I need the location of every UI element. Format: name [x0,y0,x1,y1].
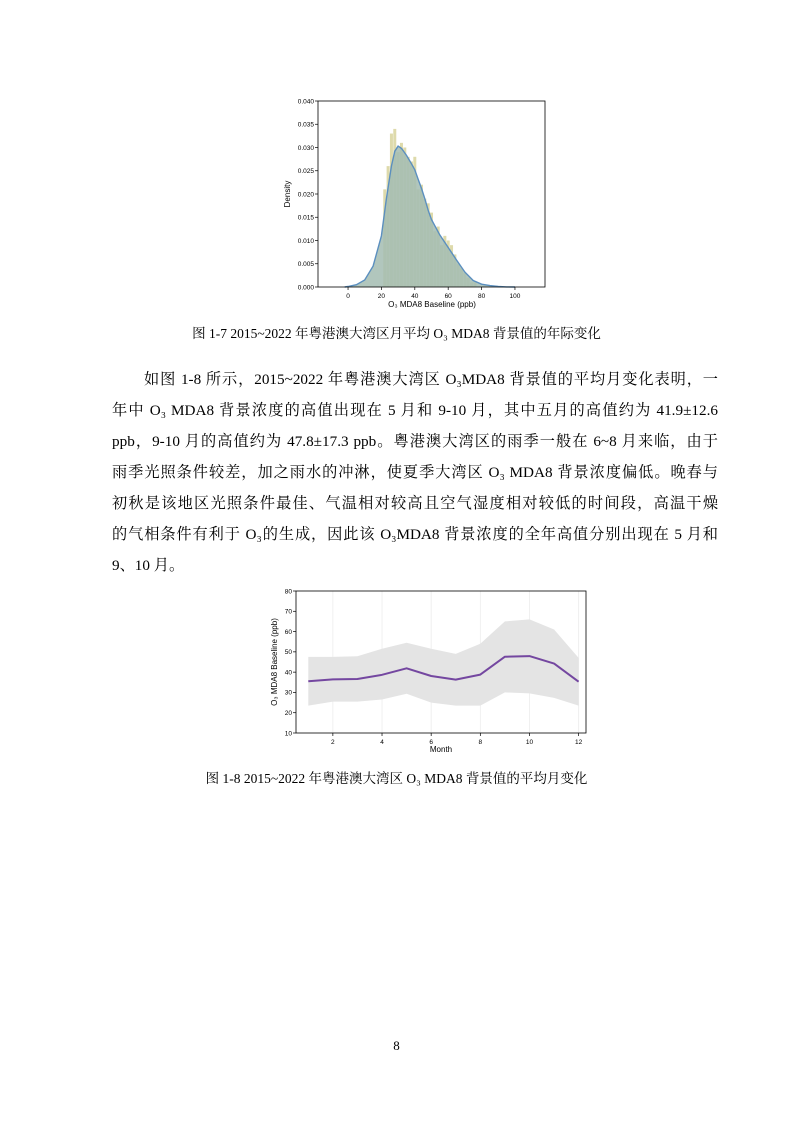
y-tick-label: 50 [284,649,292,657]
y-axis-label: Density [283,180,292,208]
paragraph-line: ppb，9-10 月的高值约为 47.8±17.3 ppb。粤港澳大湾区的雨季一般在 6~8 月来临，由于 [112,433,718,450]
y-tick-label: 70 [284,608,292,616]
x-tick-label: 10 [525,739,534,746]
x-tick-label: 4 [380,739,384,746]
y-tick-label: 10 [284,730,292,738]
y-tick-label: 60 [284,628,292,636]
page-number: 8 [393,1038,400,1053]
y-tick-label: 30 [284,689,292,697]
x-axis-label: Month [429,745,453,754]
y-ticks [285,588,296,737]
y-tick-label: 0.000 [297,284,314,292]
paragraph-line: 9、10 月。 [112,557,185,574]
x-tick-label: 2 [331,739,335,746]
y-tick-label: 0.020 [297,191,314,199]
x-tick-label: 8 [478,739,483,746]
y-tick-label: 0.040 [297,98,314,106]
x-tick-label: 60 [444,293,452,300]
x-tick-label: 12 [575,739,583,746]
y-tick-label: 40 [284,669,292,677]
x-ticks [331,733,583,746]
x-tick-label: 6 [429,739,433,746]
y-tick-label: 0.035 [297,121,314,129]
x-tick-label: 80 [477,293,486,300]
paragraph-line: 的气相条件有利于 O₃的生成，因此该 O₃MDA8 背景浓度的全年高值分别出现在 5 月和 [112,526,718,543]
paragraph-line: 初秋是该地区光照条件最佳、气温相对较高且空气湿度相对较低的时间段，高温干燥 [112,495,718,512]
x-tick-label: 0 [346,293,350,300]
x-tick-label: 100 [509,293,521,300]
y-tick-label: 80 [284,588,292,596]
y-tick-label: 0.010 [297,237,314,245]
y-tick-label: 20 [284,710,292,718]
y-tick-label: 0.025 [297,168,314,176]
paragraph-line: 雨季光照条件较差，加之雨水的冲淋，使夏季大湾区 O₃ MDA8 背景浓度偏低。晚春与 [112,464,718,481]
figure-caption-1-7: 图 1-7 2015~2022 年粤港澳大湾区月平均 O₃ MDA8 背景值的年际变化 [192,326,601,341]
std-band [308,619,578,705]
x-axis-label: O₃ MDA8 Baseline (ppb) [388,300,476,309]
y-tick-label: 0.030 [297,144,314,152]
paragraph-line: 年中 O₃ MDA8 背景浓度的高值出现在 5 月和 9-10 月，其中五月的高值约为 41.9±12.6 [112,402,718,419]
y-axis-label: O₃ MDA8 Baseline (ppb) [270,618,279,706]
paragraph-line: 如图 1-8 所示，2015~2022 年粤港澳大湾区 O₃MDA8 背景值的平均月变化表明，一 [144,371,718,388]
y-tick-label: 0.015 [297,214,314,222]
x-tick-label: 20 [377,293,386,300]
y-tick-label: 0.005 [297,261,314,269]
x-tick-label: 40 [411,293,419,300]
figure-caption-1-8: 图 1-8 2015~2022 年粤港澳大湾区 O₃ MDA8 背景值的平均月变化 [205,771,588,786]
